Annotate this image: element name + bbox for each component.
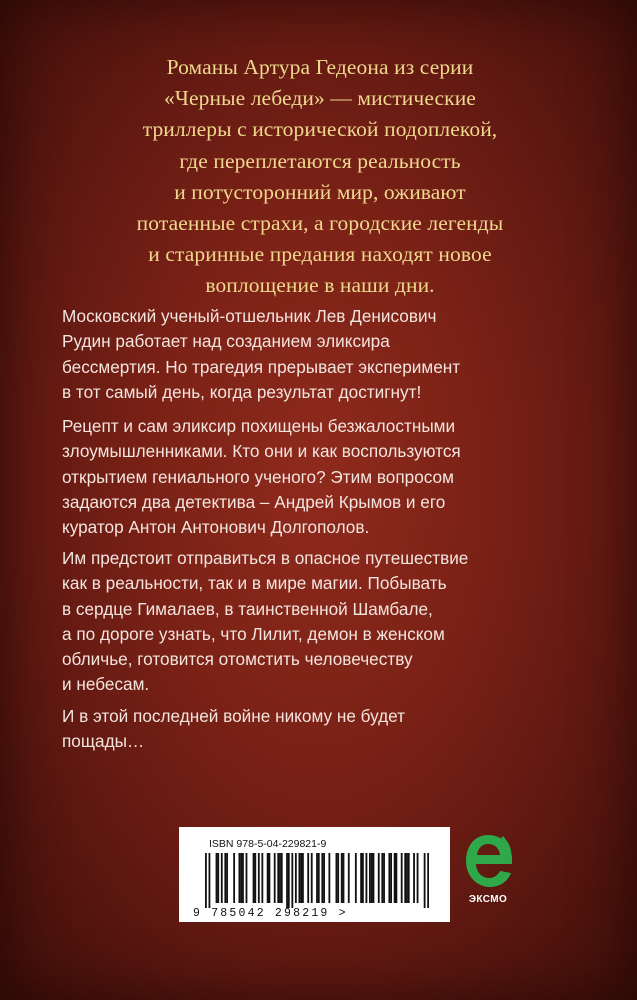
barcode-bar [323, 853, 325, 903]
barcode-bar [274, 853, 276, 903]
barcode-bar [295, 853, 297, 903]
barcode-bar [281, 853, 283, 903]
barcode-bar [408, 853, 410, 903]
barcode-bar [253, 853, 255, 903]
text-line: злоумышленниками. Кто они и как воспользуются [62, 441, 461, 462]
synopsis-paragraph-4 [62, 704, 582, 755]
text-line: в сердце Гималаев, в таинственной Шамбале, [62, 598, 433, 619]
intro-line: «Черные лебеди» — мистические [164, 86, 476, 111]
text-line: И в этой последней войне никому не будет [62, 706, 406, 726]
barcode-bar [371, 853, 373, 903]
text-line: задаются два детектива – Андрей Крымов и его [62, 491, 446, 512]
barcode-bar [373, 853, 375, 903]
barcode-bar [224, 853, 226, 903]
intro-line: и потусторонний мир, оживают [174, 179, 466, 204]
barcode-bar [246, 853, 248, 903]
barcode-bar [406, 853, 408, 903]
barcode-bar [341, 853, 343, 903]
barcode-bar [318, 853, 320, 903]
text-line: как в реальности, так и в мире магии. Побывать [62, 573, 447, 594]
text-line: Московский ученый-отшельник Лев Денисович [62, 306, 437, 326]
text-line: бессмертия. Но трагедия прерывает эксперимент [62, 356, 461, 377]
synopsis-paragraph-2 [62, 414, 582, 540]
barcode-bar [348, 853, 350, 903]
barcode-bar [417, 853, 419, 903]
barcode-bar [381, 853, 383, 903]
barcode-bar [239, 853, 241, 903]
barcode-bar [254, 853, 256, 903]
barcode-bar [277, 853, 279, 903]
barcode-bar [395, 853, 397, 903]
synopsis-paragraph-1 [62, 304, 582, 405]
barcode-bar [355, 853, 357, 903]
text-line: куратор Антон Антонович Долгополов. [62, 517, 370, 538]
text-line: пощады… [62, 731, 145, 752]
barcode-bar [336, 853, 338, 903]
barcode-bar [226, 853, 228, 903]
text-line: открытием гениального ученого? Этим вопросом [62, 466, 454, 487]
barcode-bar [337, 853, 339, 903]
barcode-bar [328, 853, 330, 903]
text-line: в тот самый день, когда результат достигнут! [62, 381, 422, 402]
barcode-bar [424, 853, 426, 908]
barcode-bar [298, 853, 300, 903]
text-line: обличье, готовится отомстить человечеству [62, 649, 413, 670]
barcode-digits: 9 785042 298219 > [193, 907, 348, 920]
barcode-bar [242, 853, 244, 903]
text-line: и небесам. [62, 674, 150, 695]
intro-line: Романы Артура Гедеона из серии [166, 55, 474, 79]
barcode-bar [366, 853, 368, 903]
synopsis-paragraph-3 [62, 546, 582, 698]
barcode-bar [279, 853, 281, 903]
barcode-bar [258, 853, 260, 903]
barcode-bar [383, 853, 385, 903]
barcode-bar [390, 853, 392, 903]
barcode-bar [217, 853, 219, 903]
barcode-bar [286, 853, 288, 908]
intro-line: и старинные предания находят новое [148, 242, 492, 267]
intro-line: триллеры с исторической подоплекой, [142, 117, 498, 142]
barcode-bar [362, 853, 364, 903]
barcode-bar [307, 853, 309, 903]
barcode-bar [291, 853, 293, 908]
barcode-bar [360, 853, 362, 903]
text-line: Им предстоит отправиться в опасное путешествие [62, 548, 469, 568]
barcode-bar [233, 853, 235, 903]
barcode-bar [205, 853, 207, 908]
barcode-bar [321, 853, 323, 903]
barcode-icon [205, 853, 429, 908]
eksmo-logo-icon [462, 831, 514, 891]
isbn-label: ISBN 978-5-04-229821-9 [209, 838, 327, 850]
text-line: Рудин работает над созданием эликсира [62, 331, 390, 352]
barcode-bar [261, 853, 263, 903]
barcode-bar [221, 853, 223, 903]
publisher-logo [462, 831, 514, 913]
text-line: а по дороге узнать, что Лилит, демон в женском [62, 623, 445, 644]
barcode-bar [240, 853, 242, 903]
barcode-bar [394, 853, 396, 903]
intro-line: воплощение в наши дни. [205, 273, 435, 298]
barcode-bar [378, 853, 380, 903]
barcode-bar [311, 853, 313, 903]
publisher-name: ЭКСМО [468, 894, 508, 905]
barcode-bar [302, 853, 304, 903]
barcode-bar [369, 853, 371, 903]
barcode-bar [427, 853, 429, 908]
barcode-bar [216, 853, 218, 903]
barcode-bar [388, 853, 390, 903]
barcode-bar [404, 853, 406, 903]
series-description [60, 52, 580, 302]
intro-line: потаенные страхи, а городские легенды [136, 211, 504, 236]
barcode-bar [316, 853, 318, 903]
barcode-bar [413, 853, 415, 903]
text-line: Рецепт и сам эликсир похищены безжалостными [62, 416, 456, 436]
barcode-bar [288, 853, 290, 908]
barcode-bar [300, 853, 302, 903]
barcode-bar [209, 853, 211, 908]
barcode-bar [267, 853, 269, 903]
barcode-bar [343, 853, 345, 903]
barcode-bar [401, 853, 403, 903]
barcode-bar [268, 853, 270, 903]
barcode-panel [179, 827, 450, 922]
intro-line: где переплетаются реальность [179, 148, 461, 173]
